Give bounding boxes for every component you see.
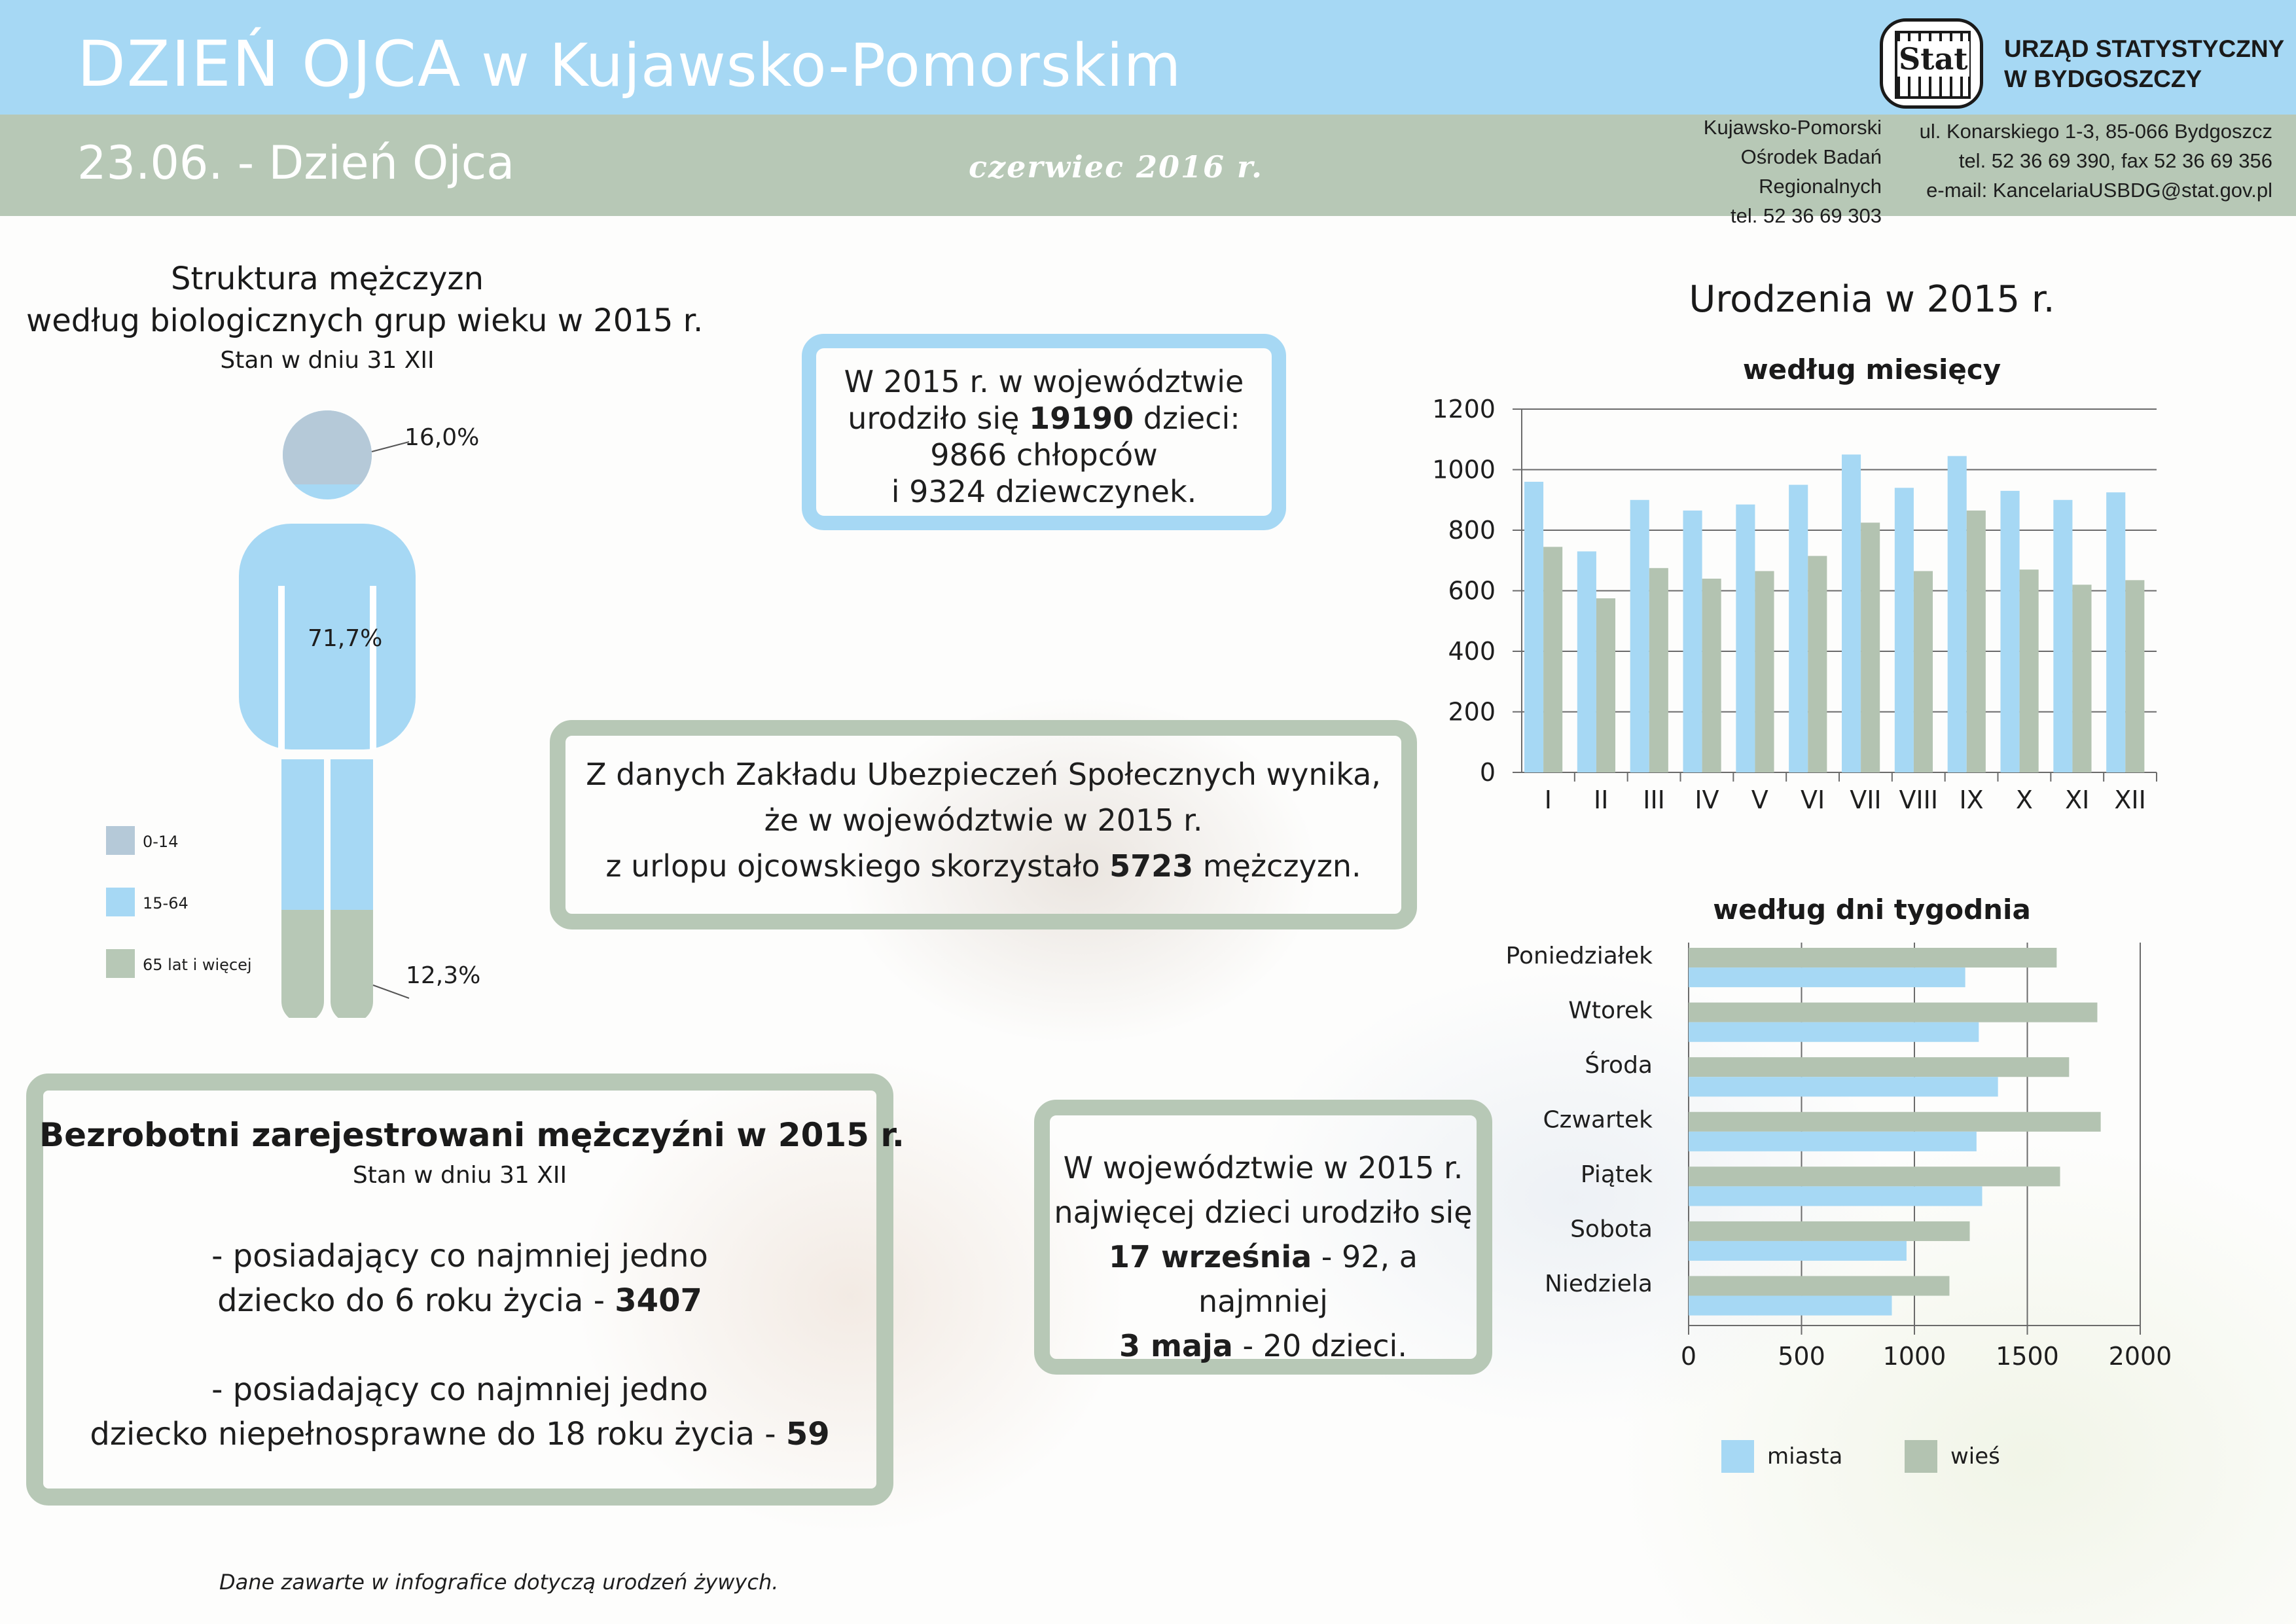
y-tick-label: Środa	[1585, 1051, 1653, 1079]
x-tick-label: II	[1594, 785, 1609, 814]
x-tick-label: 1000	[1882, 1342, 1946, 1371]
x-tick-label: VIII	[1899, 785, 1939, 814]
day-line-4	[1047, 1324, 1479, 1368]
day-line-4-post: - 20 dzieci.	[1232, 1328, 1407, 1363]
address-phone: tel. 52 36 69 390, fax 52 36 69 356	[1958, 149, 2272, 172]
office-name-line1: URZĄD STATYSTYCZNY	[2004, 35, 2285, 62]
x-tick-label: 0	[1680, 1342, 1697, 1371]
bar-wies	[2125, 580, 2144, 772]
office-name	[2004, 34, 2284, 94]
zus-line-2: że w województwie w 2015 r.	[764, 803, 1203, 838]
legend-swatch-15-64	[106, 888, 135, 916]
bar-miasta	[1689, 1132, 1977, 1151]
bar-miasta	[1630, 500, 1649, 772]
address-email: e-mail: KancelariaUSBDG@stat.gov.pl	[1926, 179, 2272, 202]
legend-label-miasta: miasta	[1767, 1443, 1843, 1470]
age-0-14-label: 16,0%	[404, 424, 480, 451]
bar-wies	[1689, 948, 2056, 967]
x-tick-label: XII	[2114, 785, 2146, 814]
bar-miasta	[1577, 551, 1596, 772]
regional-center-info	[1702, 113, 1882, 230]
age-65-label: 12,3%	[406, 962, 481, 989]
zus-box-text	[569, 751, 1397, 889]
bar-miasta	[1689, 1077, 1998, 1096]
unemployed-title: Bezrobotni zarejestrowani mężczyźni w 2015 r.	[39, 1116, 905, 1154]
center-line: Regionalnych	[1759, 175, 1882, 198]
y-tick-label: 1200	[1432, 395, 1496, 424]
legend-label-wies: wieś	[1950, 1443, 2000, 1470]
office-name-line2: W BYDGOSZCZY	[2004, 65, 2202, 92]
unemployed-item2-line1: - posiadający co najmniej jedno	[211, 1371, 708, 1408]
paternity-leave-count: 5723	[1109, 848, 1194, 884]
x-tick-label: X	[2015, 785, 2033, 814]
bar-wies	[1702, 579, 1721, 772]
bar-wies	[1649, 568, 1668, 772]
bar-wies	[1543, 547, 1562, 772]
day-line-2: najwięcej dzieci urodziło się	[1054, 1195, 1473, 1230]
x-tick-label: XI	[2065, 785, 2090, 814]
x-tick-label: III	[1643, 785, 1665, 814]
y-tick-label: Wtorek	[1568, 997, 1653, 1024]
y-tick-label: Piątek	[1580, 1161, 1653, 1189]
publication-date: czerwiec 2016 r.	[969, 149, 1264, 185]
zus-line-3	[569, 843, 1397, 889]
zus-line-3-post: mężczyzn.	[1193, 848, 1361, 884]
unemployed-item2-value: 59	[785, 1416, 830, 1453]
day-line-3	[1047, 1235, 1479, 1324]
births-line-2-pre: urodziło się	[848, 401, 1030, 436]
x-tick-label: VII	[1850, 785, 1882, 814]
bar-miasta	[1689, 1296, 1892, 1316]
y-tick-label: 200	[1448, 697, 1496, 727]
x-tick-label: IV	[1695, 785, 1719, 814]
legend-swatch-65	[106, 949, 135, 978]
x-tick-label: 2000	[2108, 1342, 2172, 1371]
office-address	[1898, 117, 2272, 205]
bar-miasta	[1689, 1241, 1907, 1261]
male-figure	[223, 403, 432, 1018]
legend-swatch-0-14	[106, 826, 135, 855]
bar-wies	[1967, 511, 1986, 772]
day-line-1: W województwie w 2015 r.	[1063, 1150, 1463, 1185]
x-tick-label: VI	[1800, 785, 1825, 814]
births-girls: i 9324 dziewczynek.	[891, 474, 1197, 509]
y-tick-label: 0	[1479, 758, 1496, 787]
title-main: DZIEŃ OJCA	[77, 27, 462, 101]
min-birth-day: 3 maja	[1119, 1328, 1233, 1363]
legend-label-65: 65 lat i więcej	[143, 956, 252, 974]
bar-wies	[2072, 585, 2091, 772]
legend-label-15-64: 15-64	[143, 894, 188, 912]
age-structure-subtitle: Stan w dniu 31 XII	[220, 347, 435, 374]
bar-miasta	[2001, 491, 2020, 772]
spacer	[39, 1323, 880, 1367]
bar-wies	[1755, 571, 1774, 772]
bar-miasta	[1689, 1022, 1979, 1042]
legend-label-0-14: 0-14	[143, 833, 179, 851]
legend-swatch-miasta	[1721, 1440, 1754, 1473]
logo-text: Stat	[1899, 41, 1968, 77]
unemployed-item1-line2	[39, 1278, 880, 1323]
y-tick-label: Czwartek	[1543, 1106, 1653, 1134]
bar-miasta	[1789, 485, 1808, 772]
age-structure-title-1: Struktura mężczyzn	[171, 261, 484, 297]
bar-wies	[1689, 1003, 2097, 1022]
weekday-chart-title: według dni tygodnia	[1713, 893, 2031, 926]
unemployed-item2-pre: dziecko niepełnosprawne do 18 roku życia -	[90, 1416, 786, 1453]
weekday-births-chart	[1486, 929, 2232, 1375]
births-box-text	[815, 363, 1273, 510]
bar-miasta	[1524, 482, 1543, 772]
bar-miasta	[2106, 492, 2125, 772]
x-tick-label: 500	[1778, 1342, 1825, 1371]
y-tick-label: 400	[1448, 637, 1496, 666]
bar-miasta	[1842, 454, 1861, 772]
y-tick-label: 800	[1448, 516, 1496, 545]
unemployed-item1-pre: dziecko do 6 roku życia -	[217, 1282, 615, 1319]
bar-miasta	[1689, 967, 1965, 987]
bar-wies	[1689, 1057, 2069, 1077]
bar-wies	[1808, 556, 1827, 772]
bar-wies	[1596, 598, 1615, 772]
x-tick-label: 1500	[1996, 1342, 2059, 1371]
bar-wies	[1689, 1276, 1949, 1295]
unemployed-item1-value: 3407	[615, 1282, 702, 1319]
bar-miasta	[2053, 500, 2072, 772]
bar-wies	[1914, 571, 1933, 772]
bar-wies	[1861, 522, 1880, 772]
center-line: Ośrodek Badań	[1740, 145, 1882, 168]
day-box-text	[1047, 1146, 1479, 1368]
bar-miasta	[1895, 488, 1914, 772]
center-phone: tel. 52 36 69 303	[1731, 204, 1882, 227]
y-tick-label: Sobota	[1570, 1216, 1653, 1243]
bar-miasta	[1683, 511, 1702, 772]
zus-line-3-pre: z urlopu ojcowskiego skorzystało	[605, 848, 1110, 884]
y-tick-label: 1000	[1432, 455, 1496, 484]
max-birth-day: 17 września	[1109, 1239, 1312, 1274]
title-region: w Kujawsko-Pomorskim	[481, 31, 1182, 100]
page-subtitle: 23.06. - Dzień Ojca	[77, 136, 515, 190]
y-tick-label: 600	[1448, 576, 1496, 605]
center-line: Kujawsko-Pomorski	[1703, 116, 1882, 139]
births-boys: 9866 chłopców	[930, 437, 1158, 473]
x-tick-label: V	[1751, 785, 1768, 814]
age-structure-title-2: według biologicznych grup wieku w 2015 r.	[26, 302, 704, 339]
address-street: ul. Konarskiego 1-3, 85-066 Bydgoszcz	[1919, 120, 2272, 143]
x-tick-label: I	[1544, 785, 1552, 814]
unemployed-items	[39, 1234, 880, 1456]
y-tick-label: Niedziela	[1544, 1271, 1653, 1298]
births-total: 19190	[1029, 401, 1134, 436]
bar-miasta	[1736, 505, 1755, 772]
births-section-title: Urodzenia w 2015 r.	[1689, 278, 2055, 321]
bar-wies	[1689, 1112, 2101, 1132]
monthly-chart-title: według miesięcy	[1742, 353, 2001, 386]
bar-miasta	[1948, 456, 1967, 772]
page-title	[77, 27, 1181, 101]
bar-miasta	[1689, 1186, 1982, 1206]
bar-wies	[2020, 569, 2039, 772]
legend-swatch-wies	[1905, 1440, 1937, 1473]
age-15-64-label: 71,7%	[308, 625, 383, 652]
unemployed-subtitle: Stan w dniu 31 XII	[352, 1162, 567, 1189]
day-line-3-post: - 92, a najmniej	[1198, 1239, 1418, 1319]
zus-line-1: Z danych Zakładu Ubezpieczeń Społecznych wynika,	[586, 757, 1381, 792]
x-tick-label: IX	[1959, 785, 1984, 814]
births-line-2-post: dzieci:	[1134, 401, 1240, 436]
bar-wies	[1689, 1221, 1970, 1241]
unemployed-item1-line1: - posiadający co najmniej jedno	[211, 1238, 708, 1274]
unemployed-item2-line2	[39, 1412, 880, 1456]
bar-wies	[1689, 1166, 2060, 1186]
monthly-births-chart	[1427, 386, 2186, 818]
births-line-2	[815, 400, 1273, 437]
births-line-1: W 2015 r. w województwie	[844, 364, 1244, 399]
footnote: Dane zawarte w infografice dotyczą urodzeń żywych.	[219, 1570, 779, 1595]
stat-logo	[1880, 18, 1983, 109]
y-tick-label: Poniedziałek	[1505, 942, 1653, 969]
